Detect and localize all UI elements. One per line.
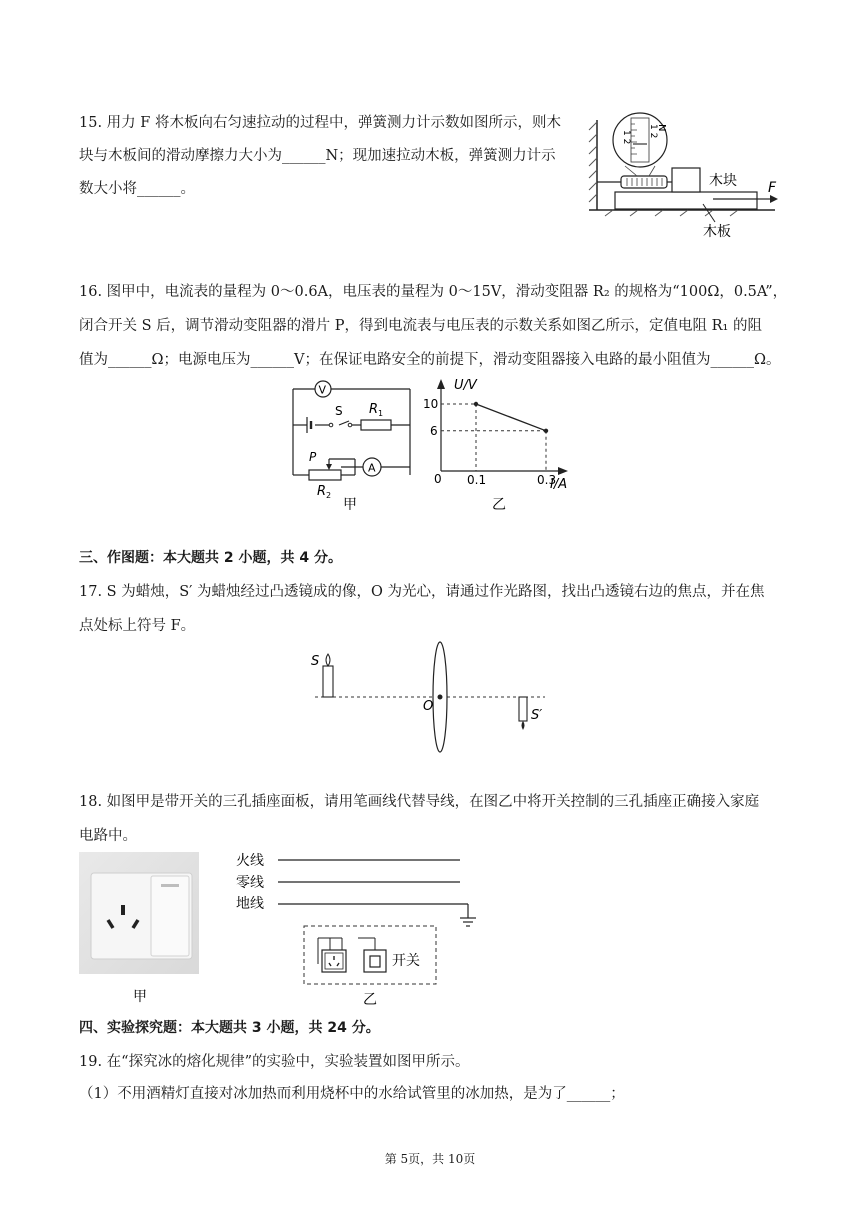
- q15-friction-figure: [585, 108, 790, 243]
- y-tick-label-1: 6: [430, 423, 438, 438]
- q19-subquestion-1: （1）不用酒精灯直接对冰加热而利用烧杯中的水给试管里的冰加热，是为了______；: [79, 1086, 625, 1102]
- neutral-wire-label: 零线: [236, 875, 264, 891]
- q18-socket-panel-photo: [79, 852, 201, 1007]
- circuit-caption: 甲: [343, 497, 357, 510]
- q17-line-1: 17. S 为蜡烛，S′ 为蜡烛经过凸透镜成的像，O 为光心，请通过作光路图，找出凸透镜右边的焦点，并在焦: [79, 584, 765, 600]
- y-tick-label-0: 10: [423, 397, 439, 411]
- data-point-0: [474, 402, 478, 406]
- switch-text: 开关: [392, 953, 420, 969]
- ammeter-symbol: A: [368, 461, 376, 475]
- q18-line-2: 电路中。: [79, 828, 137, 844]
- scale-numbers-left: 1 2: [621, 130, 631, 145]
- q16-line-3: 值为______Ω；电源电压为______V；在保证电路安全的前提下，滑动变阻器接入电路的最小阻值为______Ω。: [79, 352, 781, 368]
- q18-line-1: 18. 如图甲是带开关的三孔插座面板，请用笔画线代替导线，在图乙中将开关控制的三孔插座正确接入家庭: [79, 794, 760, 810]
- voltmeter-symbol: V: [318, 383, 327, 397]
- board-label: 木板: [703, 224, 731, 240]
- q17-lens-figure: [305, 640, 555, 765]
- x-axis-label: I/A: [550, 477, 568, 492]
- optical-center-label: O: [423, 699, 434, 714]
- force-label: F: [768, 180, 777, 196]
- q16-ui-chart: [420, 375, 590, 515]
- block-label: 木块: [709, 173, 737, 189]
- y-axis-label: U/V: [454, 378, 477, 393]
- scale-unit: N: [656, 124, 667, 132]
- x-tick-label-1: 0.3: [537, 473, 557, 487]
- switch-label: S: [335, 404, 343, 418]
- q15-line-2: 块与木板间的滑动摩擦力大小为______N；现加速拉动木板，弹簧测力计示: [79, 148, 556, 164]
- page-footer: 第 5页，共 10页: [384, 1152, 476, 1166]
- diagram-caption: 乙: [363, 992, 377, 1008]
- origin-label: 0: [434, 472, 442, 486]
- q19-line-1: 19. 在“探究冰的熔化规律”的实验中，实验装置如图甲所示。: [79, 1054, 470, 1070]
- q16-circuit-diagram: [285, 375, 425, 510]
- r2-label: $R_2$: [317, 484, 332, 500]
- q16-line-1: 16. 图甲中，电流表的量程为 0～0.6A，电压表的量程为 0～15V，滑动变阻器 R₂ 的规格为“100Ω，0.5A”，: [79, 284, 788, 300]
- photo-caption: 甲: [133, 989, 147, 1005]
- live-wire-label: 火线: [236, 853, 264, 869]
- scale-numbers-right: 1 2: [648, 124, 658, 139]
- q15-line-1: 15. 用力 F 将木板向右匀速拉动的过程中，弹簧测力计示数如图所示，则木: [79, 115, 561, 131]
- q17-line-2: 点处标上符号 F。: [79, 618, 196, 634]
- image-label: S′: [531, 708, 543, 723]
- section-3-heading: 三、作图题：本大题共 2 小题，共 4 分。: [79, 550, 342, 566]
- series-line: [476, 404, 546, 431]
- chart-caption: 乙: [492, 497, 506, 513]
- x-tick-label-0: 0.1: [467, 473, 487, 487]
- slider-label: P: [309, 450, 317, 464]
- section-4-heading: 四、实验探究题：本大题共 3 小题，共 24 分。: [79, 1020, 380, 1036]
- candle-label: S: [311, 654, 320, 669]
- data-point-1: [544, 429, 548, 433]
- q15-line-3: 数大小将______。: [79, 181, 195, 197]
- q18-wiring-diagram: [230, 846, 490, 1008]
- r1-label: $R_1$: [369, 402, 384, 418]
- q16-line-2: 闭合开关 S 后，调节滑动变阻器的滑片 P，得到电流表与电压表的示数关系如图乙所示，定值电阻 R₁ 的阻: [79, 318, 762, 334]
- ground-wire-label: 地线: [236, 896, 264, 912]
